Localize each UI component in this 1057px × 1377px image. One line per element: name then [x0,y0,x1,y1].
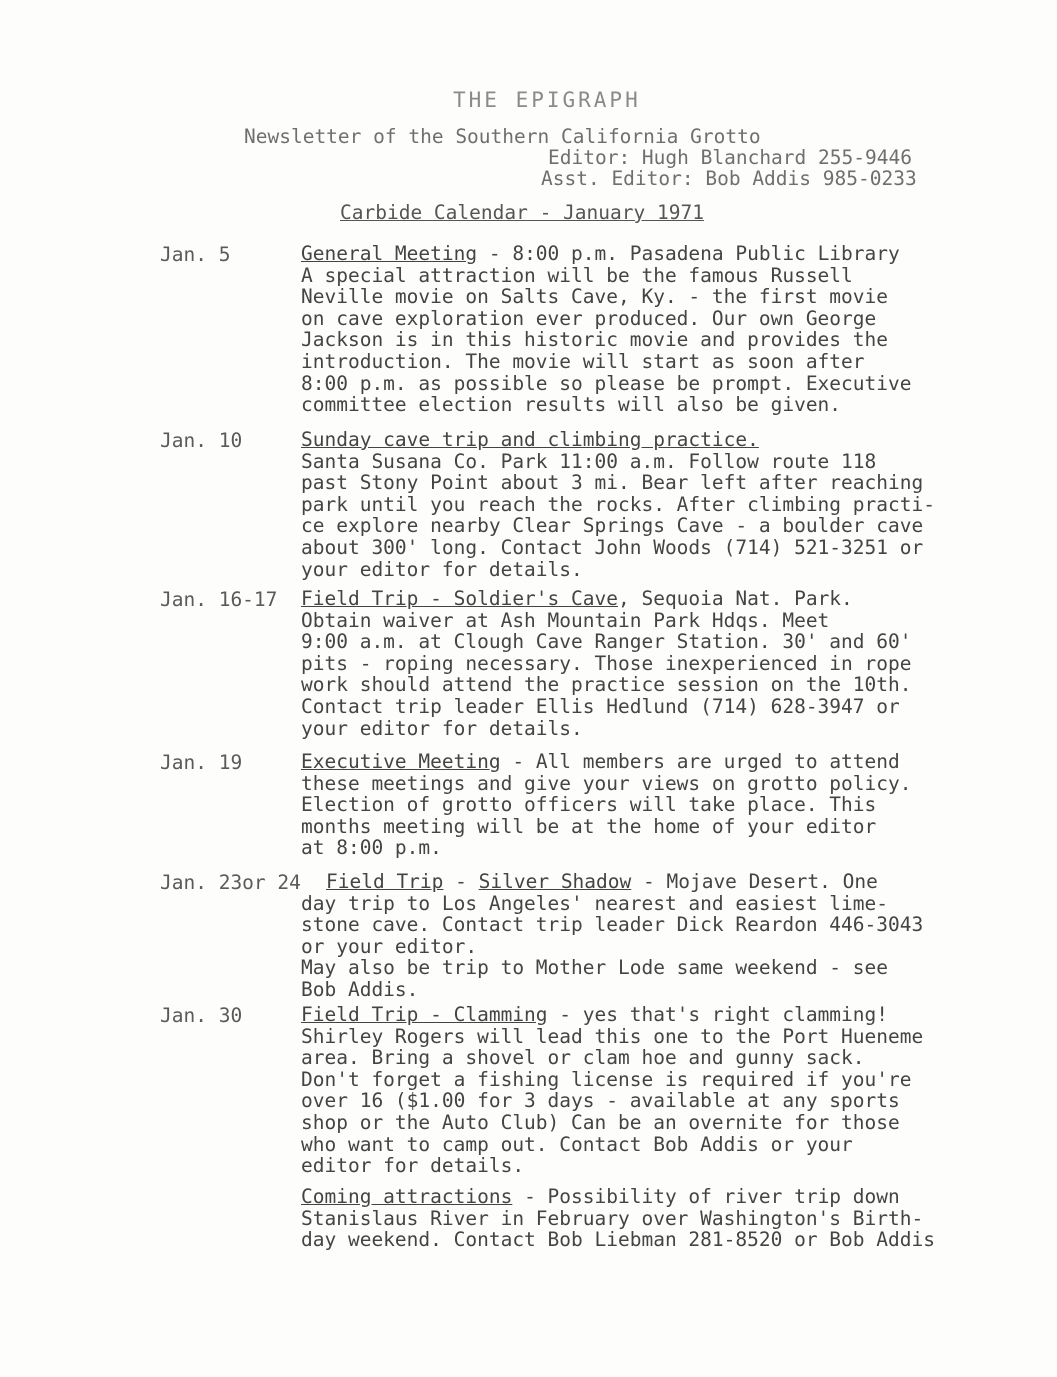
entry-heading: General Meeting [301,242,478,265]
entry-line: these meetings and give your views on grotto policy. [301,771,912,795]
entry-line: Santa Susana Co. Park 11:00 a.m. Follow route 118 [301,449,877,473]
entry-line: pits - roping necessary. Those inexperienced in rope [301,651,912,675]
entry-line: introduction. The movie will start as soon after [301,349,865,373]
entry-date: Jan. 16-17 [160,588,278,611]
entry-line: who want to camp out. Contact Bob Addis or your [301,1132,853,1156]
entry-line: 9:00 a.m. at Clough Cave Ranger Station. 30' and 60' [301,630,912,654]
entry-line: shop or the Auto Club) Can be an overnite for those [301,1110,900,1134]
entry-line: stone cave. Contact trip leader Dick Reardon 446-3043 [301,913,924,937]
entry-line: about 300' long. Contact John Woods (714) 521-3251 or [301,535,924,559]
entry-line: Don't forget a fishing license is required if you're [301,1067,912,1091]
entry-line: committee election results will also be given. [301,393,842,417]
entry-line: A special attraction will be the famous Russell [301,263,853,287]
entry-body: Field Trip - Silver Shadow - Mojave Desert. One [326,870,878,893]
entry-line: - Possibility of river trip down [512,1185,900,1208]
entry-line: Stanislaus River in February over Washington's Birth- [301,1206,924,1230]
entry-body [301,243,1001,416]
entry-line: past Stony Point about 3 mi. Bear left after reaching [301,471,924,495]
entry-line: - Mojave Desert. One [631,870,878,893]
entry-date: Jan. 30 [160,1004,243,1027]
entry-line: Contact trip leader Ellis Hedlund (714) 628-3947 or [301,694,900,718]
entry-line: ce explore nearby Clear Springs Cave - a boulder cave [301,514,924,538]
entry-line: May also be trip to Mother Lode same weekend - see [301,956,888,980]
entry-date: Jan. 19 [160,751,243,774]
entry-line: your editor for details. [301,557,583,581]
entry-line: editor for details. [301,1154,525,1178]
entry-line: day trip to Los Angeles' nearest and easiest lime- [301,891,888,915]
entry-line: Election of grotto officers will take place. This [301,793,877,817]
entry-line: - 8:00 p.m. Pasadena Public Library [477,242,900,265]
entry-body [301,588,1001,739]
entry-line: park until you reach the rocks. After climbing practi- [301,492,935,516]
entry-heading: Sunday cave trip and climbing practice. [301,428,759,451]
newsletter-subtitle: Newsletter of the Southern California Grotto [244,125,761,148]
entry-body [301,429,1001,580]
entry-line: your editor for details. [301,716,583,740]
entry-line: Obtain waiver at Ash Mountain Park Hdqs. Meet [301,608,830,632]
entry-line: 8:00 p.m. as possible so please be prompt. Executive [301,371,912,395]
entry-heading: Field Trip [326,870,444,893]
calendar-title: Carbide Calendar - January 1971 [340,201,704,224]
masthead-title: THE EPIGRAPH [453,88,641,112]
asst-editor-line: Asst. Editor: Bob Addis 985-0233 [541,167,917,190]
entry-heading: Coming attractions [301,1185,513,1208]
entry-date: Jan. 10 [160,429,243,452]
entry-heading: Field Trip - Soldier's Cave [301,587,618,610]
entry-body-cont [301,893,1001,1001]
entry-line: on cave exploration ever produced. Our own George [301,306,877,330]
entry-line: Shirley Rogers will lead this one to the Port Hueneme [301,1024,924,1048]
entry-line: area. Bring a shovel or clam hoe and gunny sack. [301,1046,865,1070]
entry-heading: Executive Meeting [301,750,501,773]
entry-line: day weekend. Contact Bob Liebman 281-8520 or Bob Addis [301,1228,935,1252]
entry-line: over 16 ($1.00 for 3 days - available at any sports [301,1089,900,1113]
entry-heading: Field Trip - Clamming [301,1003,548,1026]
entry-date: Jan. 5 [160,243,231,266]
entry-body [301,751,1001,859]
entry-subheading: Silver Shadow [478,870,632,893]
entry-line: - yes that's right clamming! [547,1003,889,1026]
entry-line: - All members are urged to attend [500,750,900,773]
entry-line: Bob Addis. [301,977,419,1001]
entry-body [301,1004,1001,1177]
entry-line: months meeting will be at the home of your editor [301,814,877,838]
entry-line: Jackson is in this historic movie and provides the [301,328,888,352]
editor-line: Editor: Hugh Blanchard 255-9446 [548,146,912,169]
entry-date: Jan. 23or 24 [160,871,301,894]
entry-line: work should attend the practice session on the 10th. [301,673,912,697]
entry-line: at 8:00 p.m. [301,836,442,860]
entry-line: , Sequoia Nat. Park. [617,587,853,610]
entry-body [301,1186,1001,1251]
entry-line: Neville movie on Salts Cave, Ky. - the first movie [301,285,888,309]
entry-line: or your editor. [301,934,478,958]
